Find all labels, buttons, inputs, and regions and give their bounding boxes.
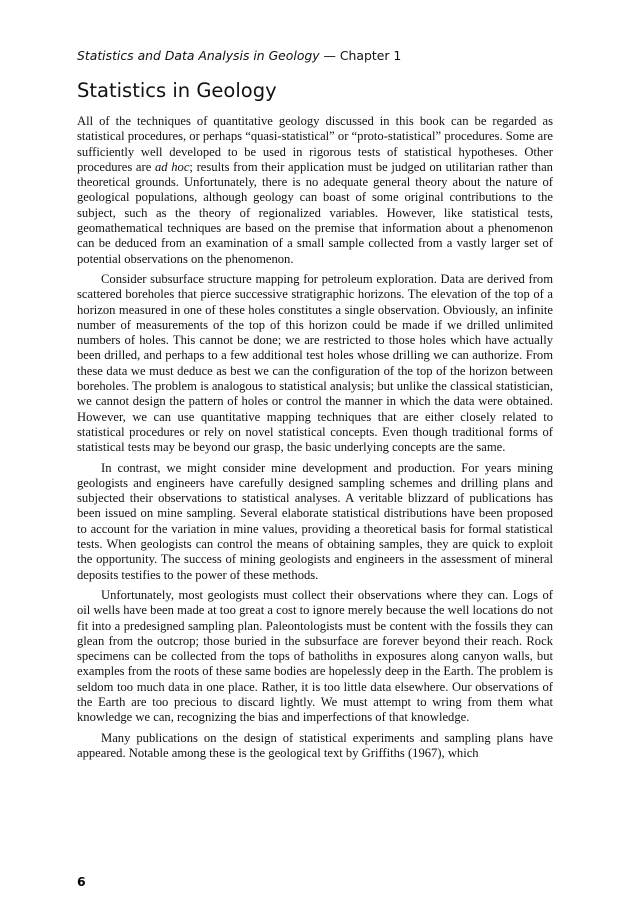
chapter-title: Statistics in Geology	[77, 79, 277, 102]
running-head-book-title: Statistics and Data Analysis in Geology	[77, 48, 320, 63]
page-number: 6	[77, 874, 86, 889]
running-head-chapter: Chapter 1	[339, 48, 402, 63]
paragraph-1	[77, 114, 553, 267]
body-text	[77, 114, 553, 761]
paragraph-1-text-before: All of the techniques of quantitative geology discussed in this book can be regarded as statistical procedures, or perhaps “quasi-statistical” or “proto-statistical” procedures. Some are sufficiently well developed to be used in rigorous tests of statistical hypotheses. Other procedures are	[77, 114, 553, 174]
paragraph-5: Many publications on the design of statistical experiments and sampling plans have appeared. Notable among these is the geological text by Griffiths (1967), which	[77, 730, 553, 760]
paragraph-1-emphasis: ad hoc	[154, 159, 190, 174]
paragraph-1-text-after: ; results from their application must be judged on utilitarian rather than theoretical grounds. Unfortunately, there is no adequate general theory about the nature of geological populations, although geology can boast of some original contributions to the subject, such as the theory of regionalized variables. However, like statistical tests, geomathematical techniques are based on the premise that information about a phenomenon can be deduced from an examination of a small sample collected from a vastly larger set of potential observations on the phenomenon.	[77, 159, 553, 266]
paragraph-2: Consider subsurface structure mapping for petroleum exploration. Data are derived from scattered boreholes that pierce successive stratigraphic horizons. The elevation of the top of a horizon measured in one of these holes constitutes a single observation. Obviously, an infinite number of measurements of the top of this horizon could be made if we drilled unlimited numbers of holes. This cannot be done; we are restricted to those holes which have actually been drilled, and perhaps to a few additional test holes whose drilling we can authorize. From these data we must deduce as best we can the configuration of the top of the horizon between boreholes. The problem is analogous to statistical analysis; but unlike the classical statistician, we cannot design the pattern of holes or control the manner in which the data were obtained. However, we can use quantitative mapping techniques that are either closely related to statistical procedures or rely on novel statistical concepts. Even though traditional forms of statistical tests may be beyond our grasp, the basic underlying concepts are the same.	[77, 271, 553, 455]
paragraph-3: In contrast, we might consider mine development and production. For years mining geologists and engineers have carefully designed sampling schemes and drilling plans and subjected their observations to statistical analyses. A veritable blizzard of publications has been issued on mine sampling. Several elaborate statistical distributions have been proposed to account for the variation in mine values, providing a theoretical basis for formal statistical tests. When geologists can control the means of obtaining samples, they are quick to exploit the opportunity. The success of mining geologists and engineers in the assessment of mineral deposits testifies to the power of these methods.	[77, 460, 553, 582]
paragraph-4: Unfortunately, most geologists must collect their observations where they can. Logs of oil wells have been made at too great a cost to ignore merely because the well locations do not fit into a predesigned sampling plan. Paleontologists must be content with the fossils they can glean from the outcrop; those buried in the subsurface are forever beyond their reach. Rock specimens can be collected from the tops of batholiths in exposures along canyon walls, but examples from the roots of these same bodies are hopelessly deep in the Earth. The problem is seldom too much data in one place. Rather, it is too little data elsewhere. Our observations of the Earth are too precious to discard lightly. We must attempt to wring from them what knowledge we can, recognizing the bias and imperfections of that knowledge.	[77, 587, 553, 725]
page	[77, 48, 553, 766]
running-head-separator: —	[319, 48, 340, 63]
running-head	[77, 48, 553, 64]
